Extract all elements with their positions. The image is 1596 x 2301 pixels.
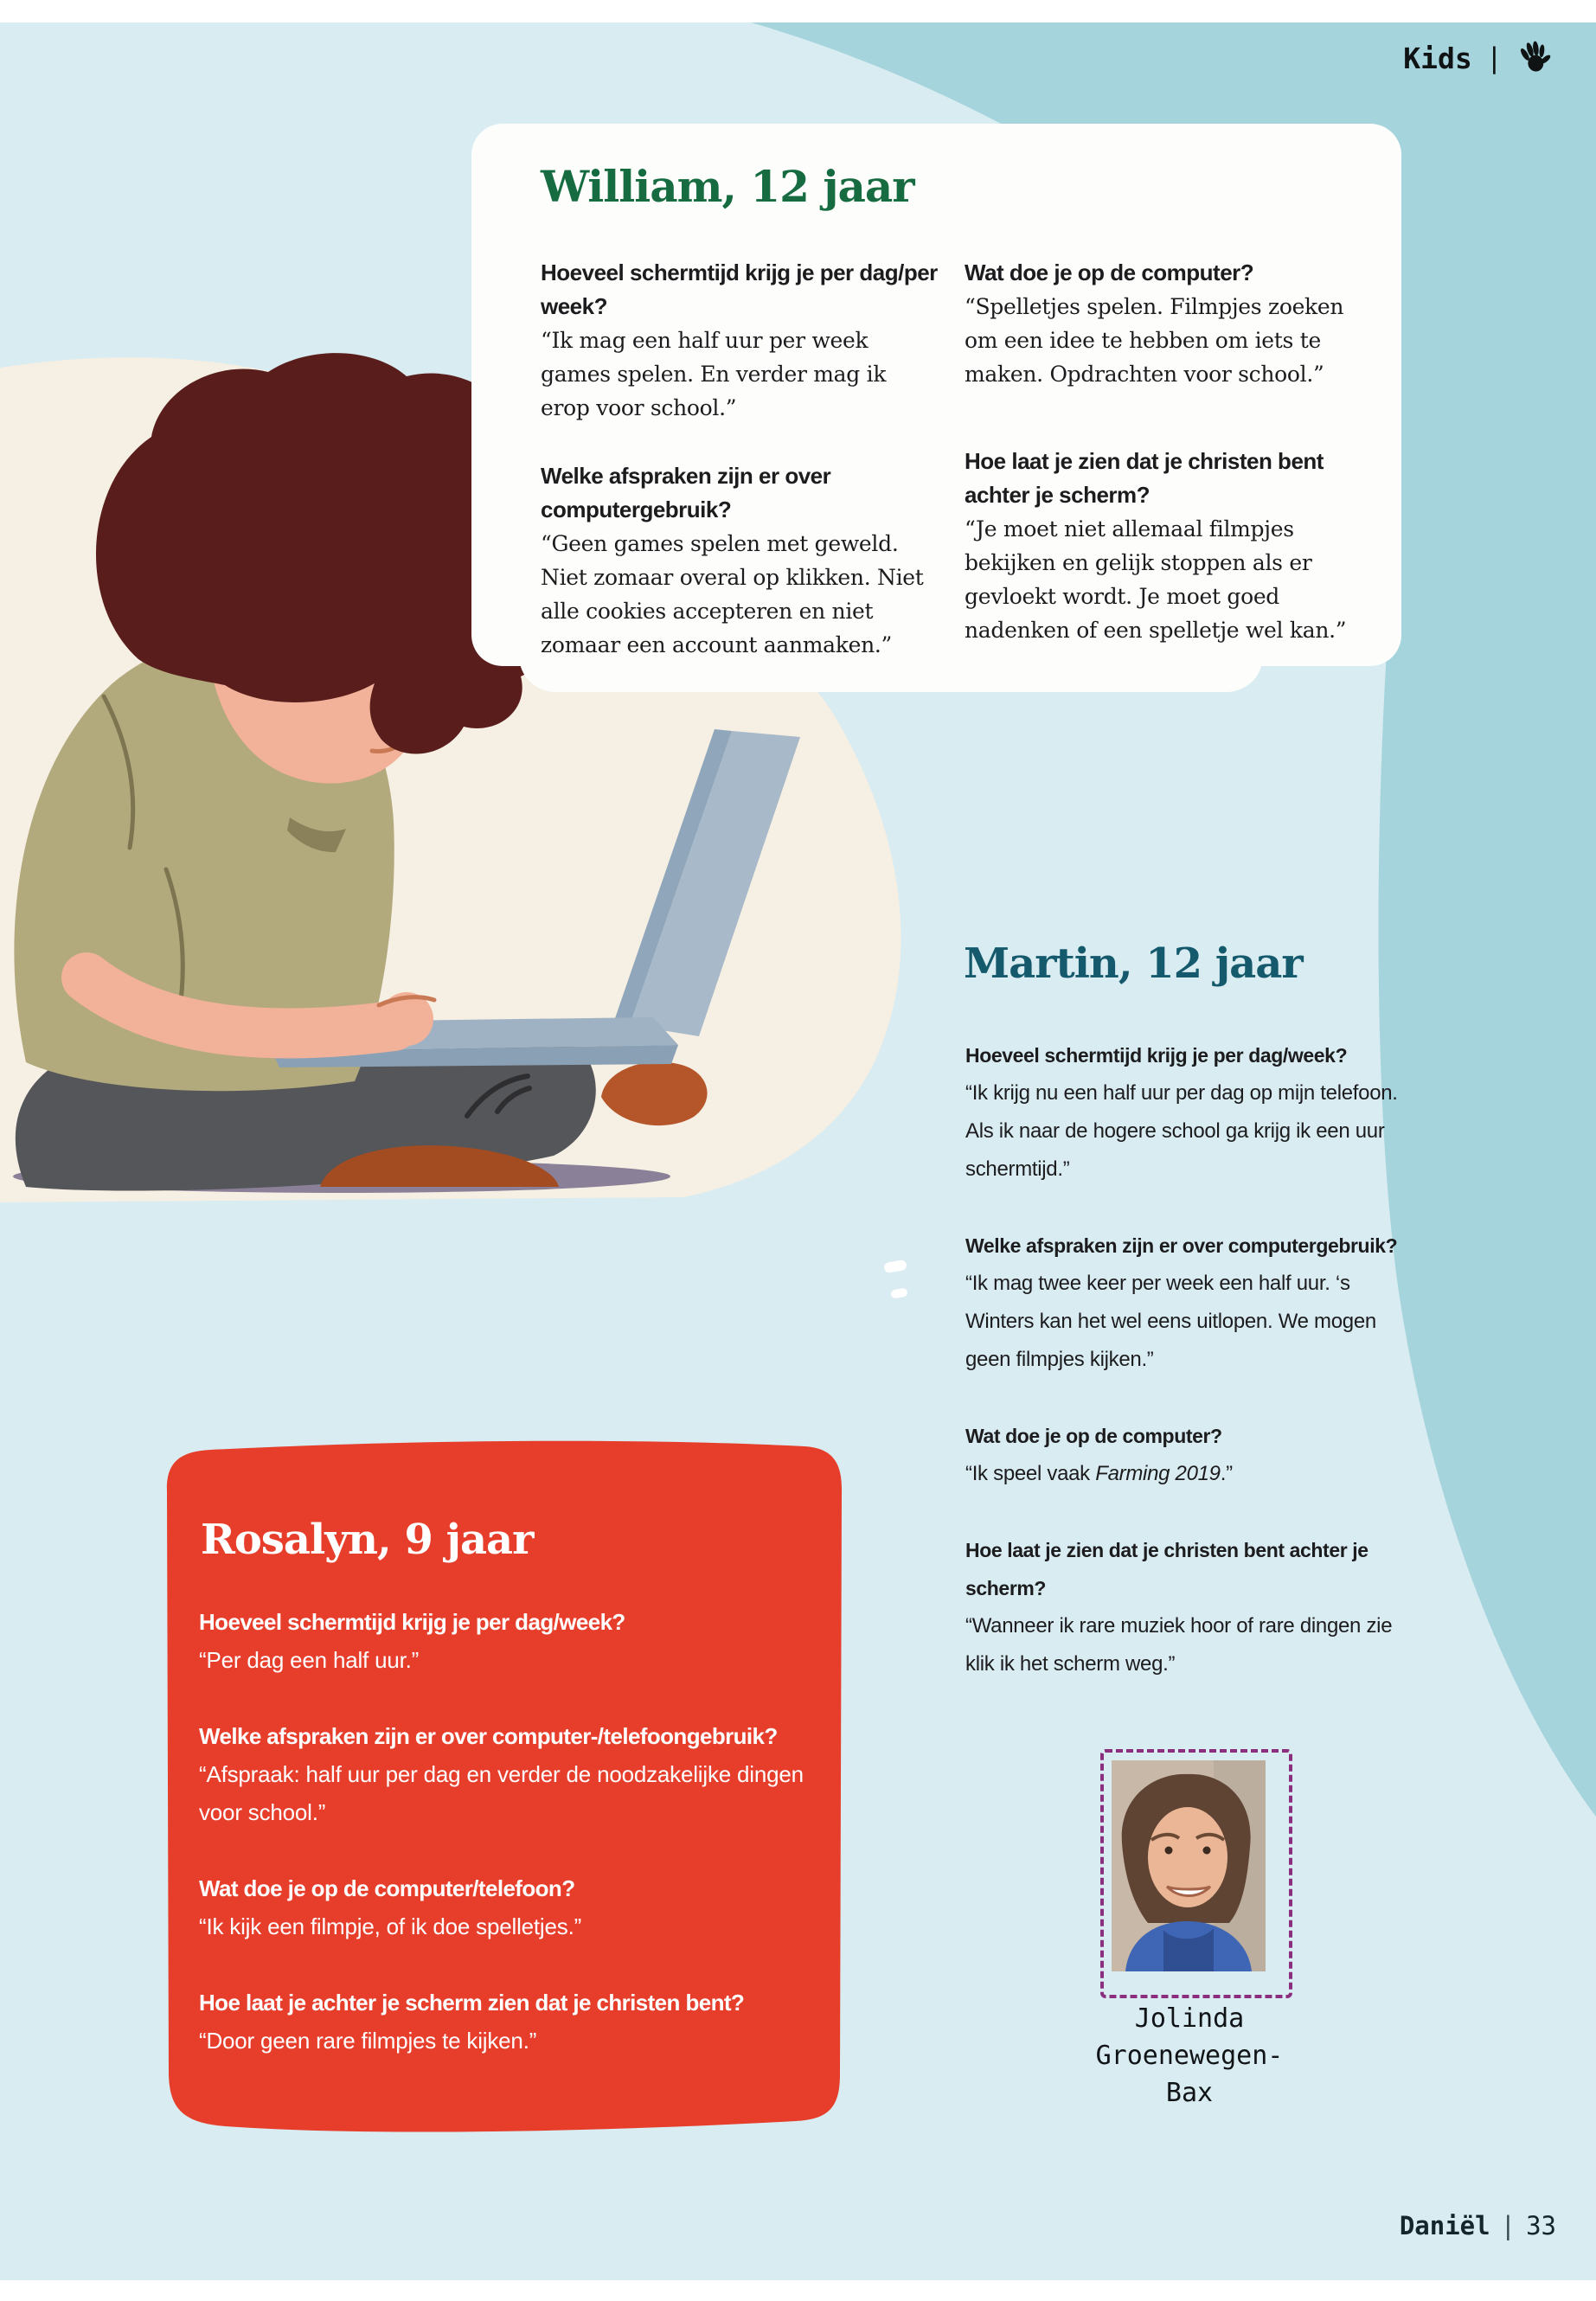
portrait-photo [1112,1760,1266,1971]
question: Wat doe je op de computer/telefoon? [199,1875,575,1901]
answer: “Geen games spelen met geweld. Niet zomaar overal op klikken. Niet alle cookies accepteren en niet zomaar een account aanmaken.” [541,531,924,657]
answer-game-title: Farming 2019 [1095,1462,1221,1485]
question: Hoeveel schermtijd krijg je per dag/week? [965,1044,1348,1067]
qa-block [965,1227,1402,1379]
martin-column [965,1036,1402,1721]
question: Hoe laat je zien dat je christen bent achter je scherm? [965,1539,1368,1599]
answer: “Afspraak: half uur per dag en verder de noodzakelijke dingen voor school.” [199,1761,804,1825]
answer-suffix: .” [1220,1462,1233,1485]
qa-block [965,1531,1402,1683]
qa-block [199,1603,822,1679]
qa-block [541,256,939,425]
qa-block [965,1036,1402,1189]
photo-caption [1008,2000,1371,2112]
answer: “Je moet niet allemaal filmpjes bekijken en gelijk stoppen als er gevloekt wordt. Je moet goed nadenken of een spelletje wel kan.” [965,516,1347,643]
magazine-name: Daniël [1399,2211,1490,2240]
section-header [1403,40,1553,76]
section-label: Kids [1403,41,1472,75]
william-column-1 [541,256,939,696]
qa-block [965,1417,1402,1493]
answer-prefix: “Ik speel vaak [965,1462,1096,1485]
answer: “Spelletjes spelen. Filmpjes zoeken om een idee te hebben om iets te maken. Opdrachten voor school.” [965,294,1344,387]
qa-block [965,256,1380,391]
answer: “Wanneer ik rare muziek hoor of rare dingen zie klik ik het scherm weg.” [965,1614,1393,1676]
answer: “Ik kijk een filmpje, of ik doe spelletjes.” [199,1913,582,1939]
answer [965,1455,1402,1493]
question: Welke afspraken zijn er over computergebruik? [965,1234,1398,1257]
answer: “Ik mag een half uur per week games spelen. En verder mag ik erop voor school.” [541,328,887,420]
photo-jolinda [1100,1749,1292,1998]
question: Hoe laat je achter je scherm zien dat je christen bent? [199,1990,745,2016]
william-column-2 [965,256,1380,682]
caption-line: Bax [1165,2078,1214,2108]
question: Hoeveel schermtijd krijg je per dag/week? [199,1609,625,1635]
question: Welke afspraken zijn er over computer-/telefoongebruik? [199,1723,778,1749]
qa-block [965,445,1380,647]
william-heading: William, 12 jaar [541,161,914,212]
qa-block [541,459,939,662]
qa-block [199,1869,822,1945]
question: Welke afspraken zijn er over computergebruik? [541,463,831,522]
caption-line: Groenewegen- [1095,2041,1284,2071]
question: Wat doe je op de computer? [965,1425,1222,1447]
answer: “Ik mag twee keer per week een half uur. ‘s Winters kan het wel eens uitlopen. We mogen geen filmpjes kijken.” [965,1272,1376,1371]
page-footer [1400,2211,1556,2240]
question: Hoe laat je zien dat je christen bent achter je scherm? [965,448,1324,508]
rosalyn-heading: Rosalyn, 9 jaar [201,1516,534,1564]
answer: “Door geen rare filmpjes te kijken.” [199,2028,537,2054]
question: Wat doe je op de computer? [965,260,1254,285]
footer-separator: | [1500,2211,1516,2240]
answer: “Per dag een half uur.” [199,1647,420,1673]
page-number: 33 [1526,2211,1556,2240]
caption-line: Jolinda [1134,2003,1245,2034]
question: Hoeveel schermtijd krijg je per dag/per week? [541,260,938,319]
answer: “Ik krijg nu een half uur per dag op mijn telefoon. Als ik naar de hogere school ga krijg ik een uur schermtijd.” [965,1081,1398,1181]
qa-block [199,1984,822,2060]
portrait-eye-left [1165,1847,1173,1855]
handprint-icon [1513,36,1556,80]
qa-block [199,1717,822,1831]
section-separator: | [1485,42,1503,74]
martin-heading: Martin, 12 jaar [964,939,1303,988]
rosalyn-column [199,1603,822,2098]
portrait-eye-right [1203,1847,1211,1855]
